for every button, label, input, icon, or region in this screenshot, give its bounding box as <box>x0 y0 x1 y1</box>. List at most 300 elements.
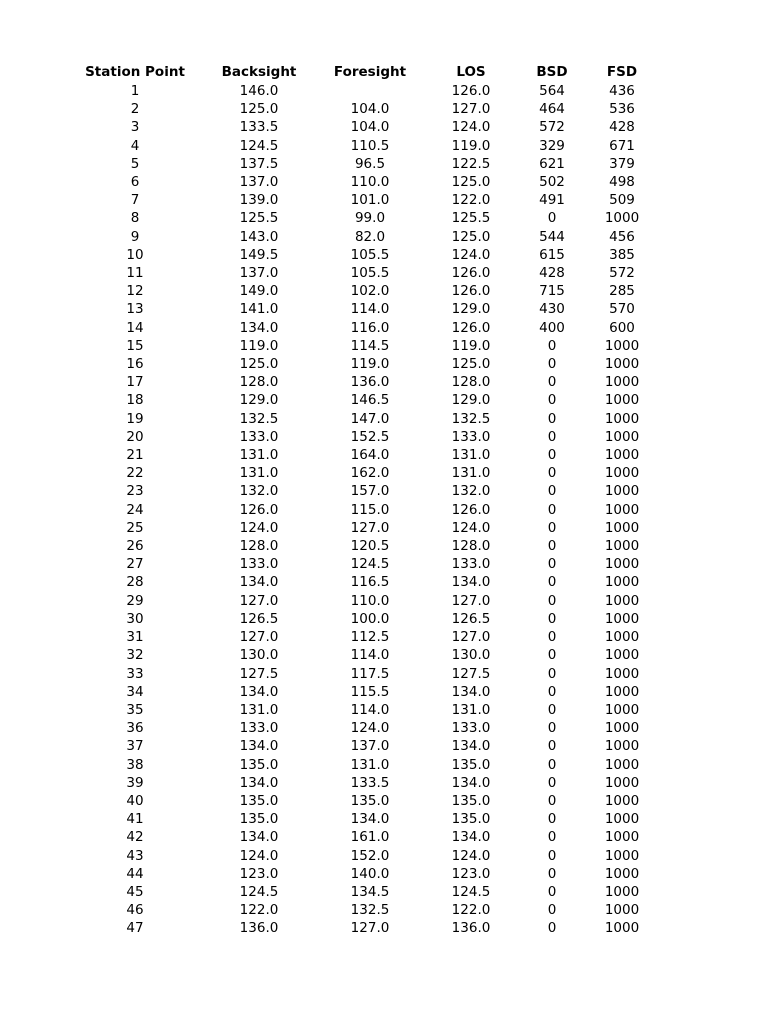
cell-backsight: 134.0 <box>239 829 279 846</box>
cell-station-point: 15 <box>126 337 144 354</box>
cell-backsight: 135.0 <box>239 811 279 828</box>
cell-fsd: 1000 <box>604 902 640 919</box>
cell-fsd: 1000 <box>604 829 640 846</box>
cell-bsd: 572 <box>539 119 565 136</box>
cell-los: 126.0 <box>451 319 491 336</box>
header-backsight: Backsight <box>221 64 297 80</box>
cell-foresight: 124.5 <box>350 556 390 573</box>
table-row <box>76 118 666 136</box>
header-station-point: Station Point <box>85 64 185 80</box>
cell-fsd: 1000 <box>604 392 640 409</box>
cell-station-point: 31 <box>126 629 144 646</box>
cell-backsight: 132.5 <box>239 410 279 427</box>
cell-fsd: 436 <box>609 83 635 99</box>
cell-foresight: 146.5 <box>350 392 390 409</box>
cell-bsd: 0 <box>547 647 557 664</box>
cell-fsd: 1000 <box>604 847 640 864</box>
cell-foresight: 102.0 <box>350 283 390 300</box>
cell-los: 132.0 <box>451 483 491 500</box>
header-foresight: Foresight <box>333 64 407 80</box>
cell-los: 133.0 <box>451 720 491 737</box>
cell-bsd: 715 <box>539 283 565 300</box>
cell-foresight: 117.5 <box>350 665 390 682</box>
cell-fsd: 1000 <box>604 538 640 555</box>
cell-station-point: 34 <box>126 683 144 700</box>
cell-bsd: 0 <box>547 356 557 373</box>
cell-foresight: 134.0 <box>350 811 390 828</box>
table-row <box>76 828 666 846</box>
cell-backsight: 133.0 <box>239 556 279 573</box>
cell-backsight: 128.0 <box>239 374 279 391</box>
cell-foresight: 164.0 <box>350 447 390 464</box>
cell-bsd: 0 <box>547 556 557 573</box>
cell-bsd: 0 <box>547 683 557 700</box>
cell-backsight: 137.5 <box>239 155 279 172</box>
cell-los: 130.0 <box>451 647 491 664</box>
cell-bsd: 0 <box>547 447 557 464</box>
cell-backsight: 125.0 <box>239 356 279 373</box>
table-row <box>76 919 666 937</box>
table-row <box>76 610 666 628</box>
cell-foresight: 110.0 <box>350 592 390 609</box>
cell-bsd: 0 <box>547 519 557 536</box>
cell-los: 129.0 <box>451 392 491 409</box>
cell-bsd: 0 <box>547 829 557 846</box>
cell-los: 136.0 <box>451 920 491 937</box>
cell-bsd: 0 <box>547 847 557 864</box>
cell-los: 124.5 <box>451 883 491 900</box>
cell-los: 134.0 <box>451 774 491 791</box>
cell-los: 128.0 <box>451 374 491 391</box>
cell-backsight: 134.0 <box>239 574 279 591</box>
cell-backsight: 137.0 <box>239 265 279 282</box>
cell-los: 127.0 <box>451 101 491 118</box>
table-row <box>76 428 666 446</box>
cell-fsd: 1000 <box>604 629 640 646</box>
cell-los: 122.0 <box>451 192 491 209</box>
cell-fsd: 671 <box>609 137 635 154</box>
cell-bsd: 0 <box>547 410 557 427</box>
cell-los: 131.0 <box>451 701 491 718</box>
cell-backsight: 134.0 <box>239 774 279 791</box>
cell-backsight: 137.0 <box>239 174 279 191</box>
table-row <box>76 646 666 664</box>
cell-station-point: 12 <box>126 283 144 300</box>
table-row <box>76 592 666 610</box>
table-row <box>76 355 666 373</box>
cell-station-point: 23 <box>126 483 144 500</box>
cell-backsight: 132.0 <box>239 483 279 500</box>
cell-station-point: 46 <box>126 902 144 919</box>
cell-fsd: 1000 <box>604 428 640 445</box>
cell-los: 131.0 <box>451 465 491 482</box>
cell-fsd: 1000 <box>604 738 640 755</box>
cell-fsd: 379 <box>609 155 635 172</box>
cell-backsight: 135.0 <box>239 756 279 773</box>
cell-fsd: 1000 <box>604 374 640 391</box>
survey-data-table <box>76 63 666 938</box>
cell-backsight: 134.0 <box>239 683 279 700</box>
cell-bsd: 0 <box>547 902 557 919</box>
cell-foresight: 152.5 <box>350 428 390 445</box>
cell-los: 128.0 <box>451 538 491 555</box>
cell-bsd: 0 <box>547 465 557 482</box>
cell-los: 126.0 <box>451 83 491 99</box>
cell-station-point: 47 <box>126 920 144 937</box>
cell-backsight: 119.0 <box>239 337 279 354</box>
cell-bsd: 430 <box>539 301 565 318</box>
cell-station-point: 35 <box>126 701 144 718</box>
cell-backsight: 128.0 <box>239 538 279 555</box>
cell-foresight: 82.0 <box>354 228 386 245</box>
cell-fsd: 1000 <box>604 410 640 427</box>
cell-los: 135.0 <box>451 811 491 828</box>
table-row <box>76 555 666 573</box>
cell-station-point: 36 <box>126 720 144 737</box>
table-row <box>76 501 666 519</box>
cell-backsight: 141.0 <box>239 301 279 318</box>
header-row <box>76 63 666 82</box>
cell-foresight: 131.0 <box>350 756 390 773</box>
cell-backsight: 134.0 <box>239 738 279 755</box>
cell-foresight: 99.0 <box>354 210 386 227</box>
cell-foresight: 114.5 <box>350 337 390 354</box>
cell-fsd: 1000 <box>604 337 640 354</box>
cell-station-point: 3 <box>130 119 140 136</box>
cell-bsd: 0 <box>547 865 557 882</box>
cell-los: 127.5 <box>451 665 491 682</box>
cell-foresight: 133.5 <box>350 774 390 791</box>
cell-los: 125.0 <box>451 228 491 245</box>
cell-foresight: 140.0 <box>350 865 390 882</box>
cell-los: 124.0 <box>451 519 491 536</box>
cell-backsight: 124.5 <box>239 137 279 154</box>
table-body <box>76 82 666 938</box>
cell-backsight: 149.5 <box>239 246 279 263</box>
cell-station-point: 25 <box>126 519 144 536</box>
table-row <box>76 865 666 883</box>
cell-foresight: 114.0 <box>350 701 390 718</box>
cell-bsd: 0 <box>547 610 557 627</box>
cell-fsd: 1000 <box>604 501 640 518</box>
cell-station-point: 2 <box>130 101 140 118</box>
cell-los: 127.0 <box>451 592 491 609</box>
cell-station-point: 19 <box>126 410 144 427</box>
cell-foresight: 110.5 <box>350 137 390 154</box>
cell-bsd: 0 <box>547 665 557 682</box>
cell-los: 126.0 <box>451 283 491 300</box>
cell-fsd: 572 <box>609 265 635 282</box>
cell-fsd: 498 <box>609 174 635 191</box>
cell-bsd: 0 <box>547 920 557 937</box>
cell-los: 126.0 <box>451 501 491 518</box>
cell-bsd: 0 <box>547 720 557 737</box>
table-row <box>76 519 666 537</box>
cell-fsd: 1000 <box>604 865 640 882</box>
cell-backsight: 127.5 <box>239 665 279 682</box>
cell-backsight: 123.0 <box>239 865 279 882</box>
table-row <box>76 901 666 919</box>
cell-station-point: 38 <box>126 756 144 773</box>
table-row <box>76 209 666 227</box>
table-row <box>76 573 666 591</box>
cell-fsd: 428 <box>609 119 635 136</box>
cell-bsd: 621 <box>539 155 565 172</box>
table-row <box>76 446 666 464</box>
table-row <box>76 665 666 683</box>
cell-foresight: 116.5 <box>350 574 390 591</box>
cell-backsight: 135.0 <box>239 792 279 809</box>
cell-fsd: 1000 <box>604 210 640 227</box>
table-row <box>76 337 666 355</box>
table-row <box>76 883 666 901</box>
cell-foresight: 116.0 <box>350 319 390 336</box>
cell-bsd: 502 <box>539 174 565 191</box>
cell-station-point: 44 <box>126 865 144 882</box>
table-row <box>76 391 666 409</box>
cell-fsd: 1000 <box>604 683 640 700</box>
cell-station-point: 7 <box>130 192 140 209</box>
cell-foresight: 157.0 <box>350 483 390 500</box>
cell-bsd: 0 <box>547 501 557 518</box>
cell-foresight: 112.5 <box>350 629 390 646</box>
table-row <box>76 319 666 337</box>
table-row <box>76 737 666 755</box>
cell-foresight: 124.0 <box>350 720 390 737</box>
cell-foresight: 162.0 <box>350 465 390 482</box>
cell-fsd: 1000 <box>604 592 640 609</box>
cell-backsight: 124.5 <box>239 883 279 900</box>
cell-foresight: 119.0 <box>350 356 390 373</box>
cell-los: 124.0 <box>451 246 491 263</box>
cell-foresight: 115.0 <box>350 501 390 518</box>
cell-fsd: 1000 <box>604 665 640 682</box>
cell-station-point: 20 <box>126 428 144 445</box>
cell-bsd: 0 <box>547 811 557 828</box>
table-row <box>76 137 666 155</box>
table-row <box>76 628 666 646</box>
cell-los: 122.0 <box>451 902 491 919</box>
cell-los: 127.0 <box>451 629 491 646</box>
cell-fsd: 1000 <box>604 483 640 500</box>
table-row <box>76 701 666 719</box>
cell-fsd: 1000 <box>604 447 640 464</box>
cell-bsd: 0 <box>547 792 557 809</box>
cell-bsd: 0 <box>547 629 557 646</box>
cell-foresight: 105.5 <box>350 246 390 263</box>
cell-bsd: 0 <box>547 428 557 445</box>
cell-bsd: 0 <box>547 374 557 391</box>
cell-fsd: 456 <box>609 228 635 245</box>
cell-station-point: 43 <box>126 847 144 864</box>
cell-foresight: 104.0 <box>350 101 390 118</box>
cell-foresight: 114.0 <box>350 647 390 664</box>
table-row <box>76 191 666 209</box>
cell-backsight: 131.0 <box>239 701 279 718</box>
table-row <box>76 792 666 810</box>
cell-station-point: 4 <box>130 137 140 154</box>
cell-bsd: 0 <box>547 756 557 773</box>
cell-bsd: 615 <box>539 246 565 263</box>
cell-fsd: 1000 <box>604 519 640 536</box>
cell-fsd: 1000 <box>604 610 640 627</box>
table-row <box>76 246 666 264</box>
table-row <box>76 82 666 100</box>
cell-station-point: 26 <box>126 538 144 555</box>
cell-bsd: 0 <box>547 738 557 755</box>
cell-backsight: 146.0 <box>239 83 279 99</box>
cell-station-point: 5 <box>130 155 140 172</box>
cell-foresight: 127.0 <box>350 920 390 937</box>
cell-los: 122.5 <box>451 155 491 172</box>
table-row <box>76 756 666 774</box>
cell-fsd: 1000 <box>604 811 640 828</box>
cell-station-point: 11 <box>126 265 144 282</box>
cell-station-point: 37 <box>126 738 144 755</box>
cell-backsight: 125.0 <box>239 101 279 118</box>
cell-los: 126.0 <box>451 265 491 282</box>
cell-bsd: 0 <box>547 337 557 354</box>
table-row <box>76 228 666 246</box>
cell-fsd: 285 <box>609 283 635 300</box>
cell-los: 132.5 <box>451 410 491 427</box>
cell-los: 133.0 <box>451 556 491 573</box>
cell-backsight: 130.0 <box>239 647 279 664</box>
table-row <box>76 282 666 300</box>
cell-backsight: 133.0 <box>239 428 279 445</box>
cell-backsight: 134.0 <box>239 319 279 336</box>
cell-bsd: 0 <box>547 483 557 500</box>
cell-foresight <box>324 82 416 100</box>
cell-station-point: 33 <box>126 665 144 682</box>
cell-station-point: 24 <box>126 501 144 518</box>
cell-backsight: 126.5 <box>239 610 279 627</box>
cell-bsd: 329 <box>539 137 565 154</box>
cell-bsd: 464 <box>539 101 565 118</box>
cell-bsd: 0 <box>547 210 557 227</box>
cell-foresight: 104.0 <box>350 119 390 136</box>
cell-fsd: 1000 <box>604 920 640 937</box>
cell-fsd: 509 <box>609 192 635 209</box>
cell-fsd: 1000 <box>604 647 640 664</box>
cell-los: 124.0 <box>451 119 491 136</box>
cell-backsight: 127.0 <box>239 629 279 646</box>
cell-station-point: 21 <box>126 447 144 464</box>
cell-backsight: 122.0 <box>239 902 279 919</box>
cell-backsight: 125.5 <box>239 210 279 227</box>
cell-foresight: 120.5 <box>350 538 390 555</box>
cell-fsd: 1000 <box>604 701 640 718</box>
cell-los: 126.5 <box>451 610 491 627</box>
cell-backsight: 133.0 <box>239 720 279 737</box>
cell-foresight: 105.5 <box>350 265 390 282</box>
cell-station-point: 17 <box>126 374 144 391</box>
cell-los: 134.0 <box>451 738 491 755</box>
cell-station-point: 18 <box>126 392 144 409</box>
cell-fsd: 1000 <box>604 720 640 737</box>
cell-bsd: 0 <box>547 883 557 900</box>
header-bsd: BSD <box>536 64 568 80</box>
cell-backsight: 131.0 <box>239 465 279 482</box>
cell-foresight: 96.5 <box>354 155 386 172</box>
cell-bsd: 0 <box>547 392 557 409</box>
cell-bsd: 564 <box>539 83 565 99</box>
cell-bsd: 0 <box>547 538 557 555</box>
table-row <box>76 847 666 865</box>
cell-los: 125.0 <box>451 356 491 373</box>
cell-backsight: 124.0 <box>239 847 279 864</box>
cell-foresight: 101.0 <box>350 192 390 209</box>
cell-backsight: 139.0 <box>239 192 279 209</box>
cell-station-point: 42 <box>126 829 144 846</box>
table-row <box>76 537 666 555</box>
table-row <box>76 100 666 118</box>
cell-fsd: 1000 <box>604 556 640 573</box>
cell-station-point: 27 <box>126 556 144 573</box>
table-row <box>76 464 666 482</box>
cell-foresight: 137.0 <box>350 738 390 755</box>
cell-station-point: 30 <box>126 610 144 627</box>
cell-station-point: 14 <box>126 319 144 336</box>
cell-los: 124.0 <box>451 847 491 864</box>
cell-los: 119.0 <box>451 137 491 154</box>
cell-station-point: 39 <box>126 774 144 791</box>
cell-backsight: 127.0 <box>239 592 279 609</box>
cell-los: 135.0 <box>451 756 491 773</box>
cell-foresight: 114.0 <box>350 301 390 318</box>
table-row <box>76 410 666 428</box>
table-row <box>76 155 666 173</box>
cell-bsd: 428 <box>539 265 565 282</box>
table-row <box>76 173 666 191</box>
cell-backsight: 136.0 <box>239 920 279 937</box>
cell-station-point: 6 <box>130 174 140 191</box>
cell-los: 125.0 <box>451 174 491 191</box>
cell-fsd: 1000 <box>604 774 640 791</box>
cell-station-point: 10 <box>126 246 144 263</box>
cell-foresight: 110.0 <box>350 174 390 191</box>
cell-station-point: 29 <box>126 592 144 609</box>
cell-los: 129.0 <box>451 301 491 318</box>
cell-fsd: 1000 <box>604 574 640 591</box>
cell-bsd: 0 <box>547 592 557 609</box>
cell-bsd: 544 <box>539 228 565 245</box>
cell-fsd: 600 <box>609 319 635 336</box>
cell-backsight: 131.0 <box>239 447 279 464</box>
cell-foresight: 147.0 <box>350 410 390 427</box>
cell-station-point: 9 <box>130 228 140 245</box>
cell-los: 131.0 <box>451 447 491 464</box>
cell-fsd: 536 <box>609 101 635 118</box>
cell-station-point: 28 <box>126 574 144 591</box>
cell-foresight: 161.0 <box>350 829 390 846</box>
cell-bsd: 0 <box>547 574 557 591</box>
cell-bsd: 491 <box>539 192 565 209</box>
cell-fsd: 1000 <box>604 792 640 809</box>
cell-los: 133.0 <box>451 428 491 445</box>
cell-los: 135.0 <box>451 792 491 809</box>
cell-backsight: 143.0 <box>239 228 279 245</box>
cell-station-point: 16 <box>126 356 144 373</box>
cell-los: 134.0 <box>451 683 491 700</box>
cell-fsd: 385 <box>609 246 635 263</box>
cell-foresight: 135.0 <box>350 792 390 809</box>
cell-backsight: 124.0 <box>239 519 279 536</box>
cell-foresight: 127.0 <box>350 519 390 536</box>
cell-backsight: 126.0 <box>239 501 279 518</box>
cell-station-point: 22 <box>126 465 144 482</box>
cell-station-point: 1 <box>130 83 140 99</box>
